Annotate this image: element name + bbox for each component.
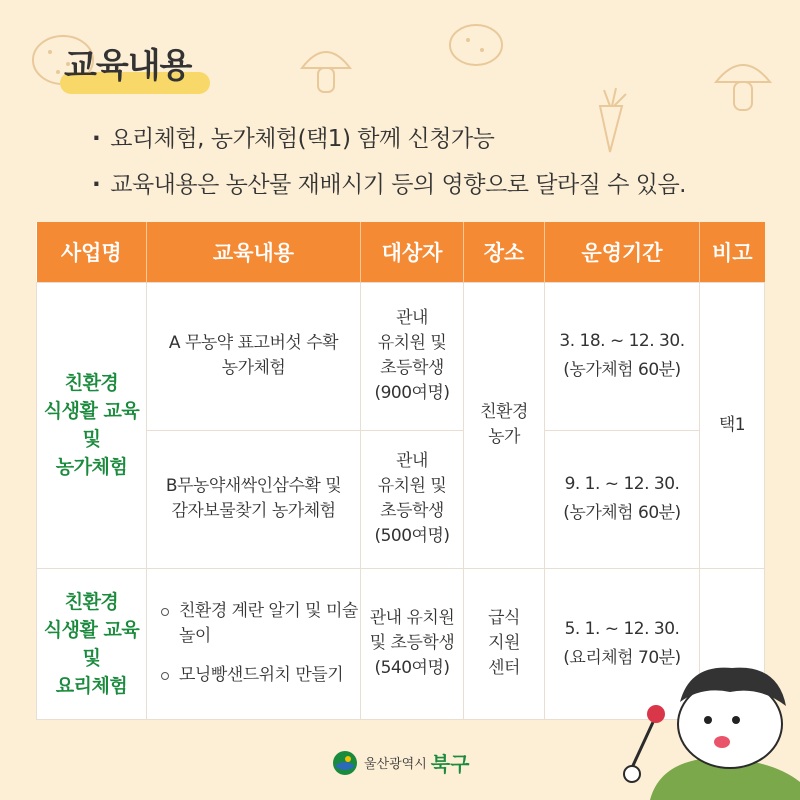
business-name-cell: 친환경 식생활 교육 및 요리체험 xyxy=(37,568,147,720)
header-target: 대상자 xyxy=(361,222,464,282)
note-cell: 택1 xyxy=(700,282,765,568)
content-cell xyxy=(147,568,361,720)
content-cell: B무농약새싹인삼수확 및 감자보물찾기 농가체험 xyxy=(147,430,361,568)
bukgu-logo-icon xyxy=(332,750,358,776)
table-row xyxy=(37,430,765,568)
notice-item: · 요리체험, 농가체험(택1) 함께 신청가능 xyxy=(92,122,686,156)
mushroom-doodle-icon xyxy=(708,50,778,120)
header-content: 교육내용 xyxy=(147,222,361,282)
footer-org-big: 북구 xyxy=(430,752,470,776)
notice-list xyxy=(92,122,686,214)
character-illustration xyxy=(610,662,800,800)
target-cell: 관내 유치원 및 초등학생 (500여명) xyxy=(361,430,464,568)
footer-org-small: 울산광역시 xyxy=(364,757,427,772)
notice-item: · 교육내용은 농산물 재배시기 등의 영향으로 달라질 수 있음. xyxy=(92,168,686,202)
target-cell: 관내 유치원 및 초등학생 (900여명) xyxy=(361,282,464,430)
target-cell: 관내 유치원 및 초등학생 (540여명) xyxy=(361,568,464,720)
potato-doodle-icon xyxy=(446,20,506,70)
header-note: 비고 xyxy=(700,222,765,282)
title-block xyxy=(64,38,191,87)
place-cell: 급식 지원 센터 xyxy=(464,568,545,720)
content-item: 모닝빵샌드위치 만들기 xyxy=(157,663,360,688)
period-cell: 9. 1. ~ 12. 30. (농가체험 60분) xyxy=(545,430,700,568)
header-period: 운영기간 xyxy=(545,222,700,282)
content-cell: A 무농약 표고버섯 수확 농가체험 xyxy=(147,282,361,430)
footer-logo xyxy=(332,748,469,777)
mushroom-doodle-icon xyxy=(296,40,356,100)
table-row xyxy=(37,282,765,430)
place-cell: 친환경 농가 xyxy=(464,282,545,568)
content-item: 친환경 계란 알기 및 미술놀이 xyxy=(157,599,360,649)
period-cell: 3. 18. ~ 12. 30. (농가체험 60분) xyxy=(545,282,700,430)
table-header-row xyxy=(37,222,765,282)
page-title: 교육내용 xyxy=(64,46,192,86)
header-business: 사업명 xyxy=(37,222,147,282)
program-table xyxy=(36,222,765,720)
business-name-cell: 친환경 식생활 교육 및 농가체험 xyxy=(37,282,147,568)
period-cell: 5. 1. ~ 12. 30. (요리체험 70분) xyxy=(545,568,700,720)
header-place: 장소 xyxy=(464,222,545,282)
